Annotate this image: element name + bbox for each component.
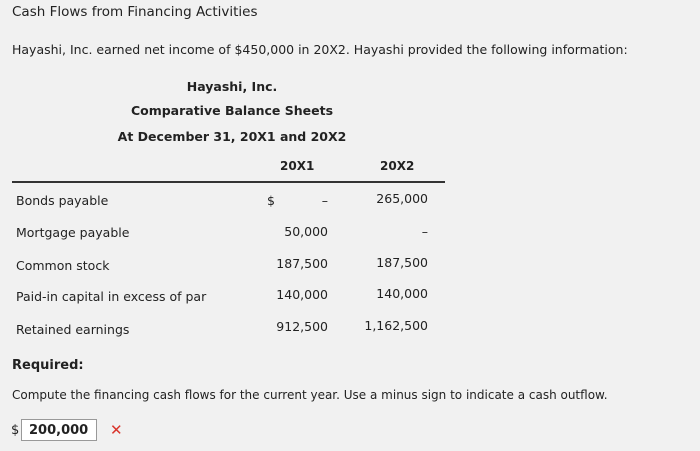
cell-bonds-payable-20x1: – [321, 193, 328, 208]
cell-retained-earnings-20x2: 1,162,500 [364, 318, 428, 333]
statement-date: At December 31, 20X1 and 20X2 [117, 129, 347, 144]
x-mark-icon: ✕ [110, 421, 123, 439]
page-title: Cash Flows from Financing Activities [12, 4, 258, 20]
cell-common-stock-20x2: 187,500 [376, 255, 428, 270]
required-heading: Required: [12, 358, 84, 373]
cell-bonds-payable-20x2: 265,000 [376, 191, 428, 206]
row-label-mortgage-payable: Mortgage payable [16, 225, 130, 240]
cell-common-stock-20x1: 187,500 [276, 256, 328, 271]
row-label-paid-in-capital: Paid-in capital in excess of par [16, 289, 207, 304]
cell-paid-in-capital-20x2: 140,000 [376, 286, 428, 301]
cell-mortgage-payable-20x2: – [421, 224, 428, 239]
statement-company: Hayashi, Inc. [186, 79, 278, 94]
statement-name: Comparative Balance Sheets [130, 103, 334, 118]
currency-symbol: $ [267, 193, 275, 208]
column-header-20x2: 20X2 [380, 159, 415, 173]
question-instruction: Compute the financing cash flows for the current year. Use a minus sign to indicate a cash outflow. [12, 388, 608, 402]
problem-intro: Hayashi, Inc. earned net income of $450,000 in 20X2. Hayashi provided the following information: [12, 42, 628, 57]
row-label-retained-earnings: Retained earnings [16, 322, 130, 337]
row-label-common-stock: Common stock [16, 258, 110, 273]
column-header-20x1: 20X1 [280, 159, 315, 173]
header-divider [12, 181, 445, 183]
row-label-bonds-payable: Bonds payable [16, 193, 109, 208]
answer-input[interactable]: 200,000 [21, 419, 97, 441]
answer-currency-symbol: $ [11, 423, 20, 438]
cell-mortgage-payable-20x1: 50,000 [284, 224, 328, 239]
cell-retained-earnings-20x1: 912,500 [276, 319, 328, 334]
cell-paid-in-capital-20x1: 140,000 [276, 287, 328, 302]
